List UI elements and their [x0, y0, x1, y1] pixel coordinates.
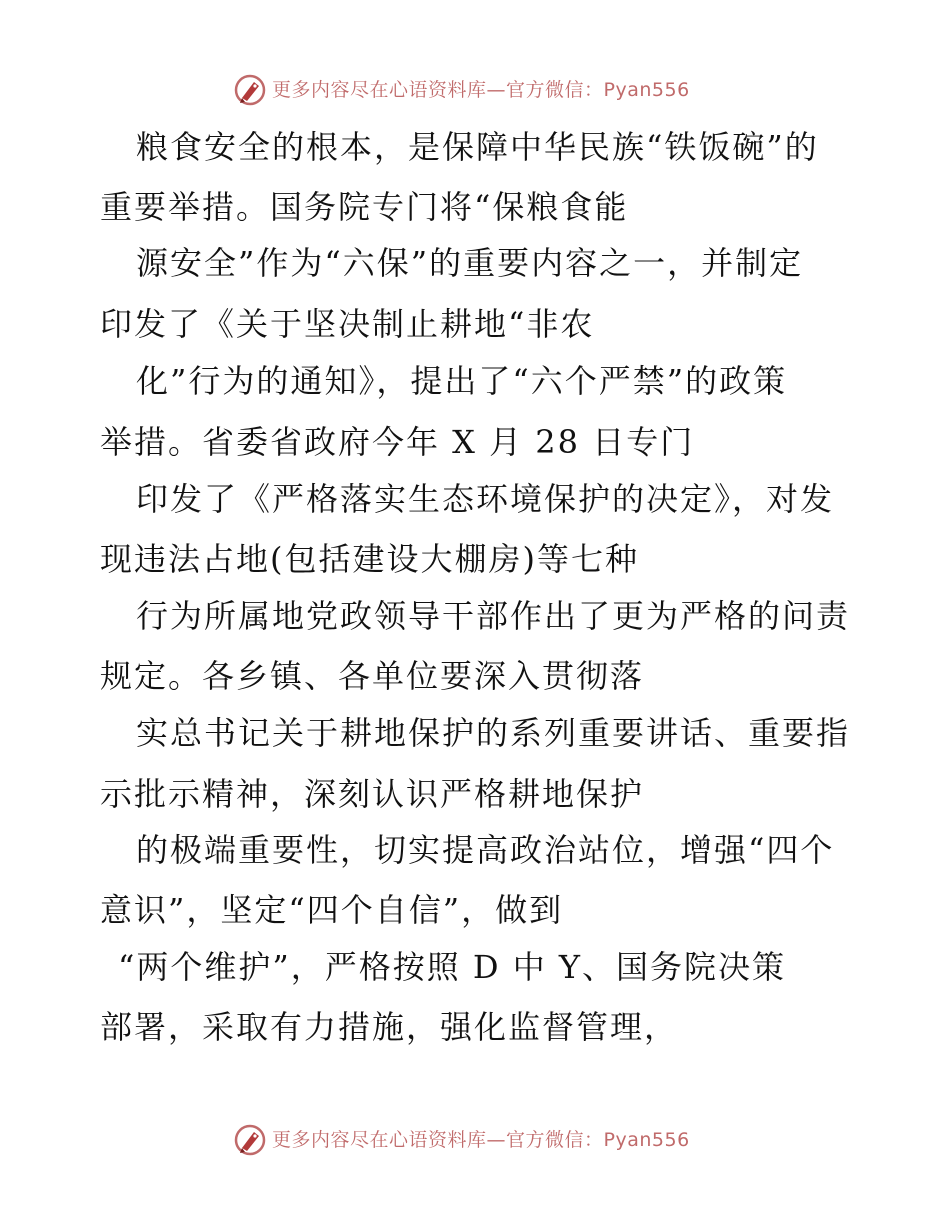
watermark-text: 更多内容尽在心语资料库—官方微信：Pyan556	[272, 1128, 690, 1151]
body-line: 现违法占地(包括建设大棚房)等七种	[100, 540, 639, 578]
body-line: 源安全”作为“六保”的重要内容之一，并制定	[136, 244, 804, 282]
footer-watermark	[232, 1120, 690, 1160]
body-line: 意识”，坚定“四个自信”，做到	[100, 891, 564, 929]
header-watermark	[232, 70, 690, 110]
body-line: 重要举措。国务院专门将“保粮食能	[100, 188, 629, 226]
body-line: 部署，采取有力措施，强化监督管理，	[100, 1008, 679, 1046]
body-line: 实总书记关于耕地保护的系列重要讲话、重要指	[136, 714, 851, 752]
pen-nib-icon	[232, 72, 268, 108]
body-line: 示批示精神，深刻认识严格耕地保护	[100, 775, 645, 813]
body-line: 规定。各乡镇、各单位要深入贯彻落	[100, 657, 645, 695]
body-line: “两个维护”，严格按照 D 中 Y、国务院决策	[118, 948, 787, 986]
body-line: 粮食安全的根本，是保障中华民族“铁饭碗”的	[136, 128, 819, 166]
watermark-text: 更多内容尽在心语资料库—官方微信：Pyan556	[272, 78, 690, 101]
body-line: 举措。省委省政府今年 X 月 28 日专门	[100, 423, 695, 461]
body-line: 化”行为的通知》，提出了“六个严禁”的政策	[136, 362, 788, 400]
body-line: 印发了《严格落实生态环境保护的决定》，对发	[136, 480, 835, 518]
pen-nib-icon	[232, 1122, 268, 1158]
body-line: 印发了《关于坚决制止耕地“非农	[100, 305, 595, 343]
body-line: 的极端重要性，切实提高政治站位，增强“四个	[136, 831, 835, 869]
body-line: 行为所属地党政领导干部作出了更为严格的问责	[136, 597, 851, 635]
